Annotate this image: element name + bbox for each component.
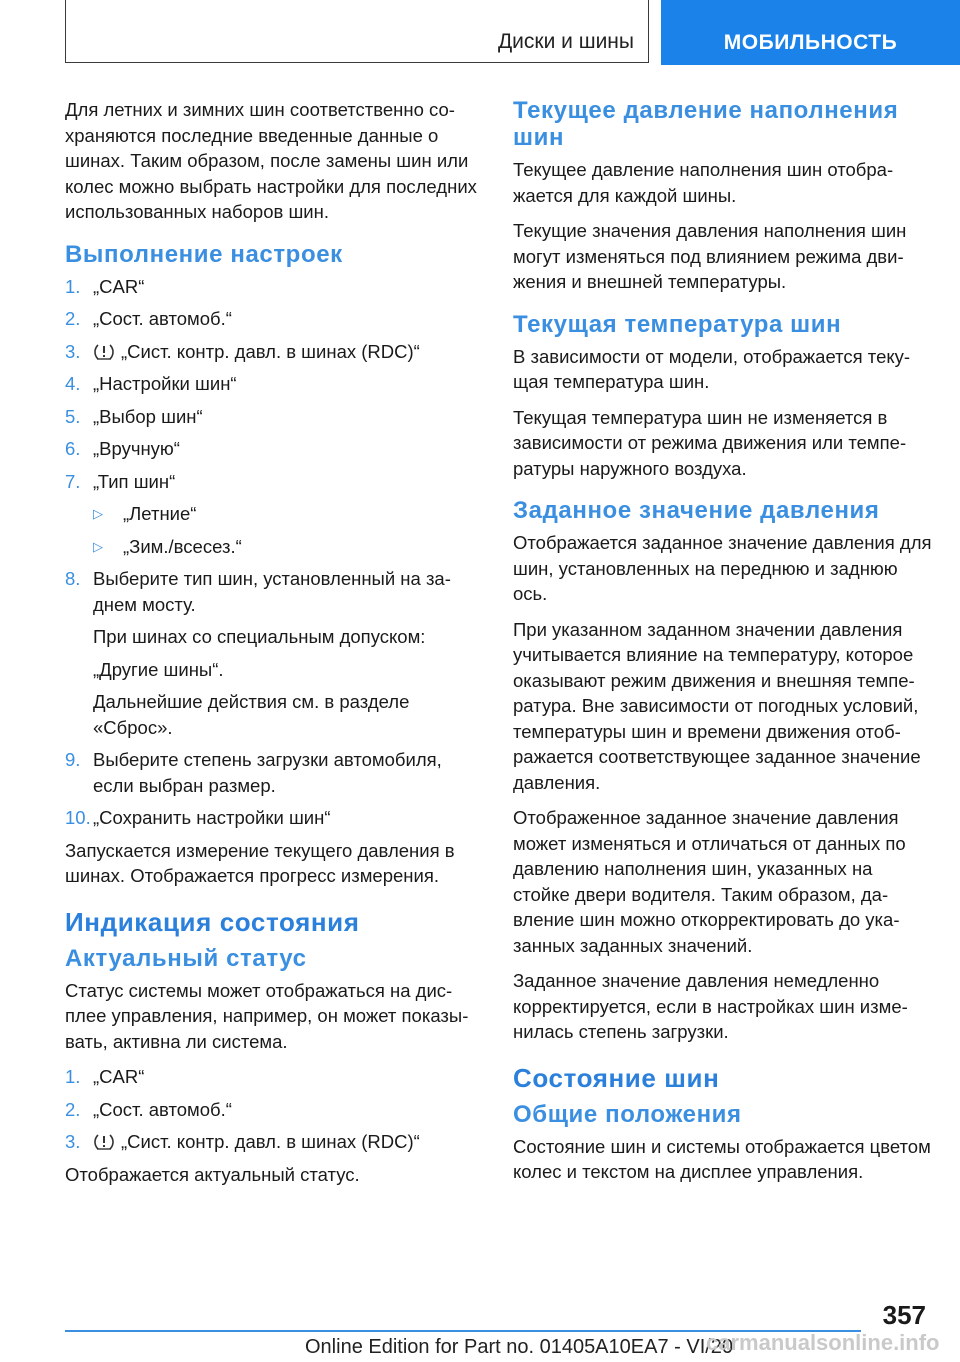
list-item: 1. „CAR“: [65, 275, 145, 297]
target-pressure-paragraph: Отображенное заданное значение давления может изменяться и отличаться от данных по давлению наполнения шин, указанных на стойке двери водителя. Таким образом, давление шин можно откорректировать до указанных заданных значений.: [513, 807, 906, 956]
actual-status-result: Отображается актуальный статус.: [65, 1163, 360, 1185]
right-column: [513, 97, 933, 1195]
list-item: 1. „CAR“: [65, 1066, 145, 1087]
tire-type-options: [65, 501, 480, 559]
list-item: 5. „Выбор шин“: [65, 405, 203, 427]
temperature-paragraph: В зависимости от модели, отображается текущая температура шин.: [513, 345, 911, 392]
list-item: 2. „Сост. автомоб.“: [65, 1098, 232, 1120]
list-item: 3. „Сист. контр. давл. в шинах (RDC)“: [65, 1131, 420, 1152]
list-item: 3. „Сист. контр. давл. в шинах (RDC)“: [65, 340, 420, 362]
list-item: ▷ „Летние“: [65, 501, 480, 527]
measurement-paragraph: Запускается измерение текущего давления в шинах. Отображается прогресс измерения.: [65, 839, 455, 886]
list-item: 10. „Сохранить настройки шин“: [65, 807, 331, 828]
step-note: Дальнейшие действия см. в разделе «Сброс».: [93, 691, 410, 738]
list-item: 2. „Сост. автомоб.“: [65, 308, 232, 329]
step-note: При шинах со специальным допуском:: [93, 626, 426, 647]
actual-status-paragraph: Статус системы может отображаться на дисплее управления, например, он может показывать, активна ли система.: [65, 979, 469, 1052]
list-item: 9. Выберите степень загрузки автомобиля, если выбран размер.: [65, 749, 442, 796]
left-column: [65, 97, 480, 1197]
general-paragraph: Состояние шин и системы отображается цветом колес и текстом на дисплее управления.: [513, 1135, 931, 1182]
list-item: 8. Выберите тип шин, установленный на заднем мосту.: [65, 568, 451, 615]
tire-pressure-warning-icon: [93, 342, 115, 360]
heading-tire-state: Состояние шин: [513, 1062, 720, 1093]
temperature-paragraph: Текущая температура шин не изменяется в зависимости от режима движения или температуры наружного воздуха.: [513, 406, 907, 479]
triangle-bullet-icon: ▷: [93, 538, 103, 554]
list-item: 6. „Вручную“: [65, 438, 180, 459]
header-chapter-label: МОБИЛЬНОСТЬ: [723, 31, 898, 54]
header-frame: [65, 0, 649, 63]
heading-current-temperature: Текущая температура шин: [513, 310, 842, 338]
status-steps: [65, 1064, 480, 1155]
list-item: 7. „Тип шин“: [65, 470, 176, 492]
header-chapter-tab: [661, 0, 960, 65]
heading-general: Общие положения: [513, 1100, 742, 1128]
setup-steps-continued: [65, 566, 480, 617]
list-item: ▷ „Зим./всесез.“: [65, 534, 480, 560]
target-pressure-paragraph: Заданное значение давления немедленно корректируется, если в настройках шин изменилась степень загрузки.: [513, 970, 908, 1042]
setup-steps-end: [65, 747, 480, 831]
header-section-title: Диски и шины: [497, 30, 634, 53]
tire-pressure-warning-icon: [93, 1132, 115, 1150]
list-item: 4. „Настройки шин“: [65, 373, 237, 394]
heading-setup: Выполнение настроек: [65, 240, 343, 268]
footer-edition: Online Edition for Part no. 01405A10EA7 - VI/20: [305, 1336, 734, 1358]
heading-status: Индикация состояния: [65, 906, 360, 937]
heading-actual-status: Актуальный статус: [65, 944, 307, 972]
heading-target-pressure: Заданное значение давления: [513, 497, 880, 524]
heading-current-pressure: Текущее давление наполнения шин: [513, 97, 899, 151]
current-pressure-paragraph: Текущие значения давления наполнения шин могут изменяться под влиянием режима движения и внешней температуры.: [513, 220, 907, 292]
intro-paragraph: Для летних и зимних шин соответственно сохраняются последние введенные данные о шинах. Таким образом, после замены шин или колес можно выбрать настройки для последних использованных наборов шин.: [65, 99, 477, 222]
current-pressure-paragraph: Текущее давление наполнения шин отображается для каждой шины.: [513, 159, 894, 206]
step-note: „Другие шины“.: [93, 658, 224, 680]
target-pressure-paragraph: Отображается заданное значение давления для шин, установленных на переднюю и заднюю ось.: [513, 532, 932, 604]
target-pressure-paragraph: При указанном заданном значении давления учитывается влияние на температуру, которое оказывают режим движения и внешняя температура. Вне зависимости от погодных условий, температуры шин и времени движения отображается соответствующее заданное значение давления.: [513, 618, 921, 793]
page-number: 357: [882, 1300, 926, 1330]
setup-steps: [65, 274, 480, 495]
triangle-bullet-icon: ▷: [93, 506, 103, 521]
watermark: carmanualsonline.info: [706, 1330, 940, 1355]
